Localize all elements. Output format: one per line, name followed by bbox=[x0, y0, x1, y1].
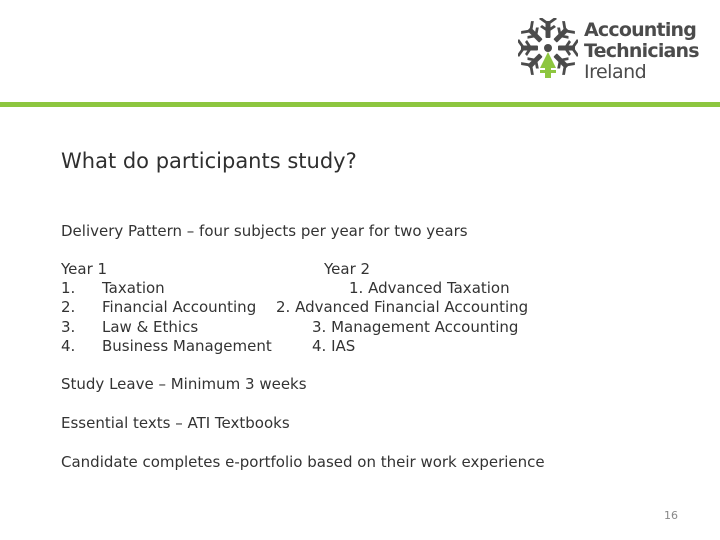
year2-item: 2. Advanced Financial Accounting bbox=[276, 298, 529, 316]
study-leave-text: Study Leave – Minimum 3 weeks bbox=[61, 375, 307, 393]
year1-item-text: Taxation bbox=[102, 279, 165, 297]
logo-line-accounting: Accounting bbox=[584, 19, 697, 41]
page-number: 16 bbox=[664, 509, 678, 522]
green-divider bbox=[0, 102, 720, 107]
year2-heading: Year 2 bbox=[324, 260, 371, 278]
logo-wordmark bbox=[584, 20, 699, 83]
year1-item-text: Law & Ethics bbox=[102, 318, 199, 336]
essential-texts-text: Essential texts – ATI Textbooks bbox=[61, 414, 290, 432]
year2-item: 3. Management Accounting bbox=[312, 318, 519, 336]
logo-line-ireland: Ireland bbox=[584, 61, 647, 83]
year1-item-num: 2. bbox=[61, 298, 76, 316]
delivery-pattern-text: Delivery Pattern – four subjects per year for two years bbox=[61, 222, 468, 240]
year1-item-num: 3. bbox=[61, 318, 76, 336]
year2-item: 1. Advanced Taxation bbox=[349, 279, 510, 297]
year1-item-text: Business Management bbox=[102, 337, 272, 355]
year2-item: 4. IAS bbox=[312, 337, 356, 355]
year1-item-num: 4. bbox=[61, 337, 76, 355]
year1-item-num: 1. bbox=[61, 279, 76, 297]
ati-snowflake-logo-icon bbox=[518, 18, 578, 80]
year1-heading: Year 1 bbox=[61, 260, 108, 278]
ati-logo bbox=[518, 18, 698, 84]
year1-item-text: Financial Accounting bbox=[102, 298, 257, 316]
slide-title: What do participants study? bbox=[61, 149, 357, 173]
subjects-list bbox=[61, 260, 581, 360]
logo-line-technicians: Technicians bbox=[584, 40, 699, 62]
candidate-portfolio-text: Candidate completes e-portfolio based on their work experience bbox=[61, 453, 545, 471]
